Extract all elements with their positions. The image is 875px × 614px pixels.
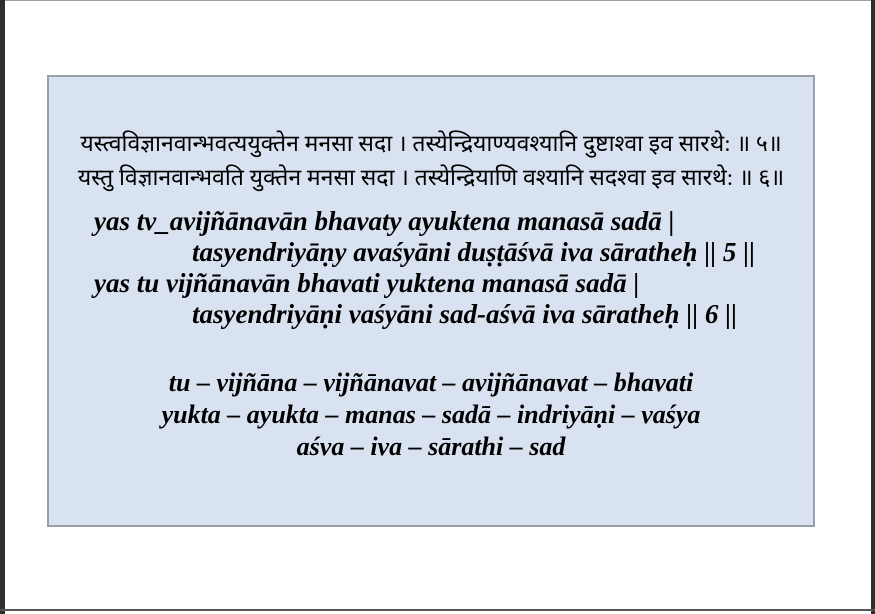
- viewer-left-edge: [0, 0, 5, 614]
- transliteration-block: [94, 206, 813, 330]
- transliteration-line-3: yas tu vijñānavān bhavati yuktena manasā sadā |: [94, 268, 640, 298]
- vocabulary-line-2: yukta – ayukta – manas – sadā – indriyāṇi – vaśya: [161, 400, 701, 429]
- vocabulary-line-3: aśva – iva – sārathi – sad: [296, 432, 566, 461]
- transliteration-line-4: tasyendriyāṇi vaśyāni sad-aśvā iva sāratheḥ || 6 ||: [192, 299, 738, 329]
- page-bottom-edge: [0, 609, 875, 611]
- devanagari-verse-block: [49, 127, 813, 195]
- devanagari-line-verse-5: यस्त्वविज्ञानवान्भवत्ययुक्तेन मनसा सदा । तस्येन्द्रियाण्यवश्यानि दुष्टाश्वा इव सारथे: ॥ ५॥: [80, 131, 782, 156]
- devanagari-line-verse-6: यस्तु विज्ञानवान्भवति युक्तेन मनसा सदा । तस्येन्द्रियाणि वश्यानि सदश्वा इव सारथे: ॥ ६॥: [77, 165, 785, 190]
- vocabulary-line-1: tu – vijñāna – vijñānavat – avijñānavat – bhavati: [168, 368, 694, 397]
- vocabulary-block: [49, 367, 813, 463]
- viewer-right-edge: [871, 0, 875, 614]
- verse-panel: [47, 75, 815, 527]
- transliteration-line-2: tasyendriyāṇy avaśyāni duṣṭāśvā iva sāratheḥ || 5 ||: [192, 237, 756, 267]
- transliteration-line-1: yas tv_avijñānavān bhavaty ayuktena manasā sadā |: [94, 206, 675, 236]
- page-top-edge: [0, 0, 875, 1]
